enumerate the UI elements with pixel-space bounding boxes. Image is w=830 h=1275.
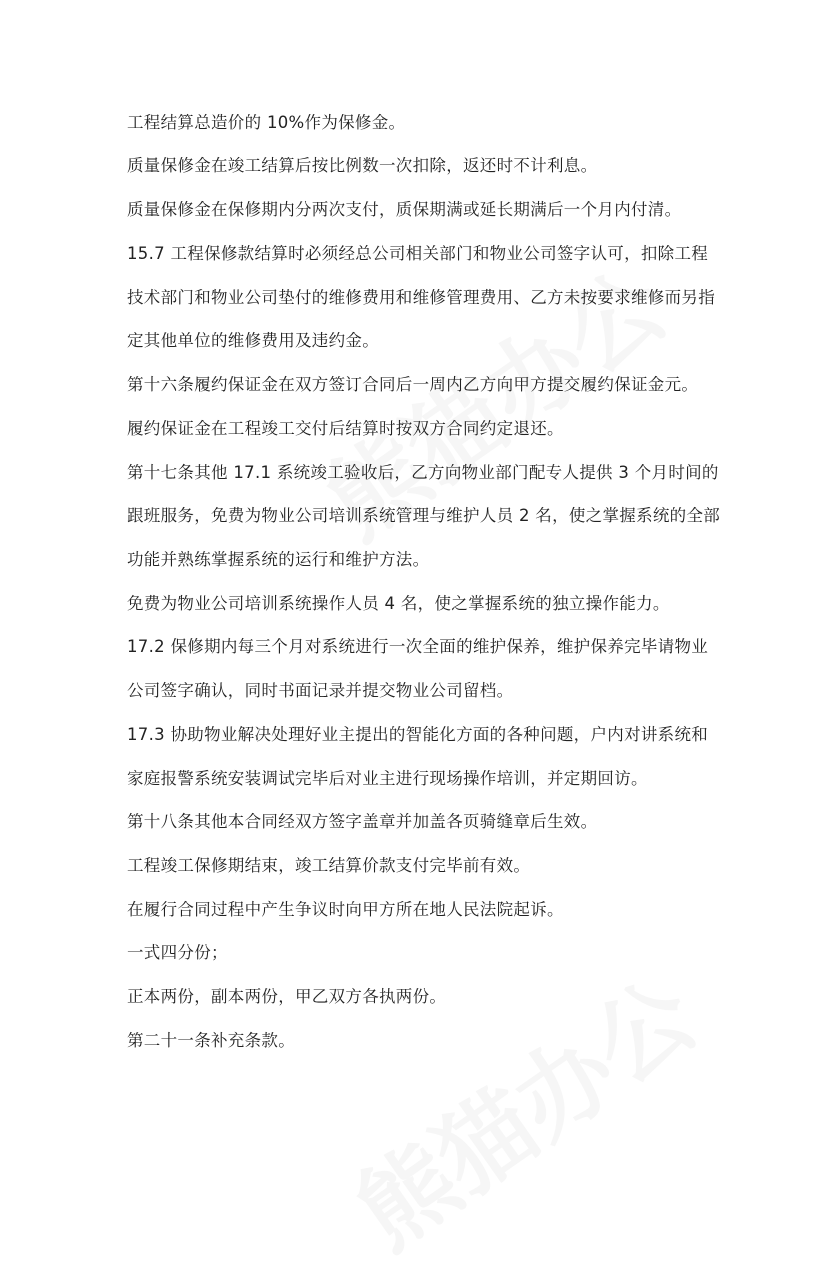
- paragraph-line: 15.7 工程保修款结算时必须经总公司相关部门和物业公司签字认可，扣除工程: [127, 244, 709, 263]
- paragraph-line: 质量保修金在保修期内分两次支付，质保期满或延长期满后一个月内付清。: [127, 200, 682, 219]
- paragraph-line: 定其他单位的维修费用及违约金。: [127, 331, 379, 350]
- paragraph-line: 第十六条履约保证金在双方签订合同后一周内乙方向甲方提交履约保证金元。: [127, 375, 699, 394]
- paragraph-line: 免费为物业公司培训系统操作人员 4 名，使之掌握系统的独立操作能力。: [127, 594, 670, 613]
- paragraph-line: 一式四分份；: [127, 943, 228, 962]
- paragraph-line: 技术部门和物业公司垫付的维修费用和维修管理费用、乙方未按要求维修而另指: [127, 288, 715, 307]
- paragraph-line: 第十八条其他本合同经双方签字盖章并加盖各页骑缝章后生效。: [127, 812, 598, 831]
- paragraph-line: 质量保修金在竣工结算后按比例数一次扣除，返还时不计利息。: [127, 156, 598, 175]
- paragraph-line: 工程结算总造价的 10%作为保修金。: [127, 113, 406, 132]
- paragraph-line: 第二十一条补充条款。: [127, 1031, 295, 1050]
- paragraph-line: 工程竣工保修期结束，竣工结算价款支付完毕前有效。: [127, 856, 531, 875]
- paragraph-line: 17.3 协助物业解决处理好业主提出的智能化方面的各种问题，户内对讲系统和: [127, 725, 709, 744]
- paragraph-line: 在履行合同过程中产生争议时向甲方所在地人民法院起诉。: [127, 900, 564, 919]
- paragraph-line: 正本两份，副本两份，甲乙双方各执两份。: [127, 987, 447, 1006]
- paragraph-line: 第十七条其他 17.1 系统竣工验收后，乙方向物业部门配专人提供 3 个月时间的: [127, 463, 719, 482]
- paragraph-line: 跟班服务，免费为物业公司培训系统管理与维护人员 2 名，使之掌握系统的全部: [127, 506, 721, 525]
- paragraph-line: 家庭报警系统安装调试完毕后对业主进行现场操作培训，并定期回访。: [127, 769, 648, 788]
- paragraph-line: 履约保证金在工程竣工交付后结算时按双方合同约定退还。: [127, 419, 564, 438]
- paragraph-line: 功能并熟练掌握系统的运行和维护方法。: [127, 550, 430, 569]
- paragraph-line: 公司签字确认，同时书面记录并提交物业公司留档。: [127, 681, 514, 700]
- paragraph-line: 17.2 保修期内每三个月对系统进行一次全面的维护保养，维护保养完毕请物业: [127, 637, 709, 656]
